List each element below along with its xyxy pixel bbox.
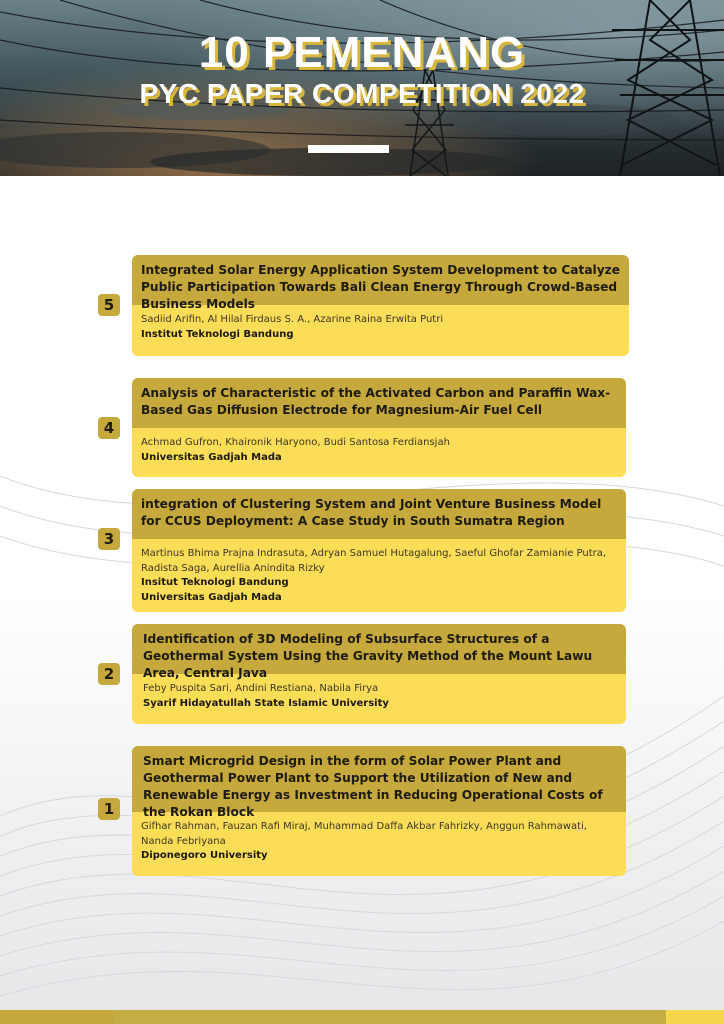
footer-stripe-left [0,1010,114,1024]
authors: Achmad Gufron, Khaironik Haryono, Budi Santosa Ferdiansjah [141,437,450,448]
paper-details [132,428,626,477]
winner-card-2 [132,624,626,724]
page-subtitle: PYC PAPER COMPETITION 2022 [139,78,585,109]
paper-details [132,674,626,724]
paper-title: integration of Clustering System and Joint Venture Business Model for CCUS Deployment: A Case Study in South Sumatra Region [132,489,626,539]
rank-badge-4: 4 [98,417,120,439]
footer-stripe-right [666,1010,724,1024]
winner-card-5 [132,255,629,356]
header-banner [0,0,724,176]
authors: Martinus Bhima Prajna Indrasuta, Adryan Samuel Hutagalung, Saeful Ghofar Zamianie Putra, Radista Saga, Aurellia Anindita Rizky [141,548,607,574]
footer-stripe-middle [114,1010,666,1024]
authors: Feby Puspita Sari, Andini Restiana, Nabila Firya [143,683,379,694]
authors: Gifhar Rahman, Fauzan Rafi Miraj, Muhammad Daffa Akbar Fahrizky, Anggun Rahmawati, Nanda Febriyana [141,821,587,847]
paper-details [132,305,629,356]
paper-title: Identification of 3D Modeling of Subsurface Structures of a Geothermal System Using the Gravity Method of the Mount Lawu Area, Central Java [132,624,626,674]
title-divider [308,145,389,153]
institution: Institut Teknologi Bandung [141,328,294,340]
paper-title: Integrated Solar Energy Application System Development to Catalyze Public Participation Towards Bali Clean Energy Through Crowd-Based Business Models [132,255,629,305]
institution: Universitas Gadjah Mada [141,451,282,463]
winner-card-1 [132,746,626,876]
winner-card-3 [132,489,626,612]
rank-badge-1: 1 [98,798,120,820]
institution: Insitut Teknologi Bandung [141,577,289,588]
paper-details [132,812,626,876]
paper-title: Analysis of Characteristic of the Activated Carbon and Paraffin Wax-Based Gas Diffusion Electrode for Magnesium-Air Fuel Cell [132,378,626,428]
institution: Syarif Hidayatullah State Islamic University [143,697,389,709]
rank-badge-3: 3 [98,528,120,550]
rank-badge-2: 2 [98,663,120,685]
page-title: 10 PEMENANG [198,28,526,77]
winner-card-4 [132,378,626,477]
institution: Diponegoro University [141,850,268,861]
paper-details [132,539,626,612]
institution: Universitas Gadjah Mada [141,591,282,603]
authors: Sadiid Arifin, Al Hilal Firdaus S. A., Azarine Raina Erwita Putri [141,314,444,325]
paper-title: Smart Microgrid Design in the form of Solar Power Plant and Geothermal Power Plant to Support the Utilization of New and Renewable Energy as Investment in Reducing Operational Costs of the Rokan Block [132,746,626,812]
rank-badge-5: 5 [98,294,120,316]
